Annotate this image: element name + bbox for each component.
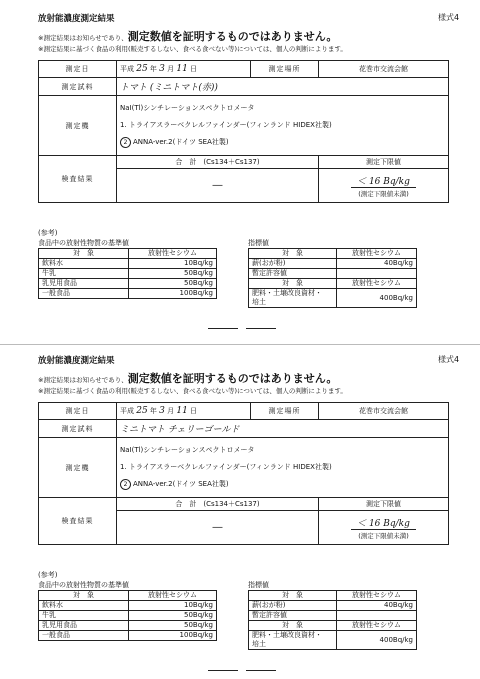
place-value: 花巻市交流会館 [319, 403, 449, 420]
instrument-line-3 [120, 134, 445, 151]
index-name: 薪(おが粉) [249, 601, 337, 611]
table-row [39, 289, 217, 299]
usage-note: ※測定結果に基づく食品の利用(販売するしない、食べる食べない等)については、個人の判断によります。 [38, 387, 347, 395]
index-col-cesium: 放射性セシウム [337, 591, 417, 601]
disclaimer-line [38, 370, 337, 386]
instrument-line-1: NaI(Tl)シンチレーションスペクトロメータ [120, 104, 255, 112]
date-month: 3 [159, 406, 165, 416]
result-table [38, 402, 449, 545]
fertilizer-name-line-1: 肥料・土壌改良資材・ [252, 289, 322, 297]
instrument-line-2: 1. トライアスラーベクレルファインダー(フィンランド HIDEX社製) [120, 463, 332, 471]
index-table [248, 590, 417, 621]
detection-limit-cell [319, 511, 449, 545]
table-row [249, 631, 417, 650]
reference-subheading: 食品中の放射性物質の基準値 [38, 581, 129, 589]
date-month: 3 [159, 64, 165, 74]
index-heading: 指標値 [248, 239, 269, 247]
footer-dash [246, 328, 276, 329]
food-value: 50Bq/kg [129, 279, 217, 289]
food-name: 飲料水 [39, 259, 129, 269]
disclaimer-prefix: ※測定結果はお知らせであり、 [38, 376, 128, 384]
date-day: 11 [176, 64, 188, 74]
sample-label: 測定試料 [39, 420, 117, 438]
instrument-value [117, 96, 449, 156]
index-col-target: 対 象 [249, 591, 337, 601]
date-year: 25 [136, 64, 148, 74]
result-label: 検査結果 [39, 156, 117, 203]
fertilizer-name [249, 289, 337, 308]
reference-heading: (参考) [38, 571, 58, 579]
food-name: 飲料水 [39, 601, 129, 611]
form-title: 放射能濃度測定結果 [38, 14, 115, 24]
food-col-cesium: 放射性セシウム [129, 591, 217, 601]
index-name: 暫定許容値 [249, 611, 337, 621]
form-number: 様式4 [438, 355, 460, 364]
form-divider [0, 344, 480, 345]
date-month-unit: 月 [167, 65, 175, 73]
footer-dash [246, 670, 276, 671]
index-col-target: 対 象 [249, 249, 337, 259]
date-month-unit: 月 [167, 407, 175, 415]
food-standard-table [38, 248, 217, 299]
table-row [39, 279, 217, 289]
date-value [117, 403, 251, 420]
fertilizer-col-target: 対 象 [249, 621, 337, 631]
instrument-label: 測定機 [39, 96, 117, 156]
instrument-line-2: 1. トライアスラーベクレルファインダー(フィンランド HIDEX社製) [120, 121, 332, 129]
sample-value: ミニトマト チェリーゴールド [117, 420, 449, 438]
selected-instrument-circle: 2 [120, 479, 131, 490]
table-row [249, 611, 417, 621]
sample-label: 測定試料 [39, 78, 117, 96]
date-year-unit: 年 [149, 65, 157, 73]
table-row [249, 289, 417, 308]
date-year-unit: 年 [149, 407, 157, 415]
detection-limit-value: ＜ 16 Bq/kg [351, 519, 416, 530]
fertilizer-col-target: 対 象 [249, 279, 337, 289]
result-label: 検査結果 [39, 498, 117, 545]
instrument-label: 測定機 [39, 438, 117, 498]
food-col-target: 対 象 [39, 591, 129, 601]
instrument-line-3-text: ANNA-ver.2(ドイツ SEA社製) [133, 138, 229, 146]
fertilizer-name [249, 631, 337, 650]
food-value: 50Bq/kg [129, 611, 217, 621]
result-table [38, 60, 449, 203]
reference-subheading: 食品中の放射性物質の基準値 [38, 239, 129, 247]
disclaimer-emphasis: 測定数値を証明するものではありません。 [127, 30, 338, 43]
total-header: 合 計 (Cs134＋Cs137) [117, 498, 319, 511]
disclaimer-prefix: ※測定結果はお知らせであり、 [38, 34, 128, 42]
detection-limit-cell [319, 169, 449, 203]
date-day: 11 [176, 406, 188, 416]
footer-dash [208, 328, 238, 329]
food-col-target: 対 象 [39, 249, 129, 259]
index-value [337, 269, 417, 279]
fertilizer-col-cesium: 放射性セシウム [337, 279, 417, 289]
table-row [39, 601, 217, 611]
date-year: 25 [136, 406, 148, 416]
fertilizer-value: 400Bq/kg [337, 289, 417, 308]
form-number: 様式4 [438, 13, 460, 22]
fertilizer-name-line-2: 培土 [252, 298, 266, 306]
food-name: 乳児用食品 [39, 279, 129, 289]
food-name: 牛乳 [39, 269, 129, 279]
total-header: 合 計 (Cs134＋Cs137) [117, 156, 319, 169]
food-name: 乳児用食品 [39, 621, 129, 631]
place-label: 測定場所 [251, 61, 319, 78]
usage-note: ※測定結果に基づく食品の利用(販売するしない、食べる食べない等)については、個人の判断によります。 [38, 45, 347, 53]
date-label: 測定日 [39, 403, 117, 420]
result-value: ― [117, 511, 319, 545]
fertilizer-value: 400Bq/kg [337, 631, 417, 650]
detection-limit-value: ＜ 16 Bq/kg [351, 177, 416, 188]
instrument-value [117, 438, 449, 498]
detection-limit-note: (測定下限値未満) [358, 189, 409, 198]
index-col-cesium: 放射性セシウム [337, 249, 417, 259]
food-value: 10Bq/kg [129, 259, 217, 269]
detection-limit-header: 測定下限値 [319, 156, 449, 169]
fertilizer-col-cesium: 放射性セシウム [337, 621, 417, 631]
instrument-line-3 [120, 476, 445, 493]
disclaimer-emphasis: 測定数値を証明するものではありません。 [127, 372, 338, 385]
index-table [248, 248, 417, 279]
food-value: 50Bq/kg [129, 621, 217, 631]
food-name: 一般食品 [39, 631, 129, 641]
index-value: 40Bq/kg [337, 601, 417, 611]
food-value: 10Bq/kg [129, 601, 217, 611]
detection-limit-note: (測定下限値未満) [358, 531, 409, 540]
date-day-unit: 日 [190, 65, 198, 73]
date-era: 平成 [120, 65, 134, 73]
selected-instrument-circle: 2 [120, 137, 131, 148]
table-row [39, 269, 217, 279]
fertilizer-name-line-2: 培土 [252, 640, 266, 648]
table-row [39, 631, 217, 641]
table-row [39, 621, 217, 631]
form-title: 放射能濃度測定結果 [38, 356, 115, 366]
date-day-unit: 日 [190, 407, 198, 415]
table-row [249, 259, 417, 269]
food-value: 100Bq/kg [129, 289, 217, 299]
date-value [117, 61, 251, 78]
food-value: 50Bq/kg [129, 269, 217, 279]
fertilizer-index-table [248, 620, 417, 650]
reference-heading: (参考) [38, 229, 58, 237]
date-label: 測定日 [39, 61, 117, 78]
food-name: 一般食品 [39, 289, 129, 299]
food-col-cesium: 放射性セシウム [129, 249, 217, 259]
instrument-line-1: NaI(Tl)シンチレーションスペクトロメータ [120, 446, 255, 454]
index-heading: 指標値 [248, 581, 269, 589]
index-name: 薪(おが粉) [249, 259, 337, 269]
sample-value: トマト (ミニトマト(赤)) [117, 78, 449, 96]
footer-dash [208, 670, 238, 671]
disclaimer-line [38, 28, 337, 44]
index-value [337, 611, 417, 621]
table-row [39, 611, 217, 621]
date-era: 平成 [120, 407, 134, 415]
table-row [39, 259, 217, 269]
detection-limit-header: 測定下限値 [319, 498, 449, 511]
food-value: 100Bq/kg [129, 631, 217, 641]
index-value: 40Bq/kg [337, 259, 417, 269]
fertilizer-name-line-1: 肥料・土壌改良資材・ [252, 631, 322, 639]
fertilizer-index-table [248, 278, 417, 308]
instrument-line-3-text: ANNA-ver.2(ドイツ SEA社製) [133, 480, 229, 488]
table-row [249, 269, 417, 279]
place-value: 花巻市交流会館 [319, 61, 449, 78]
index-name: 暫定許容値 [249, 269, 337, 279]
place-label: 測定場所 [251, 403, 319, 420]
result-value: ― [117, 169, 319, 203]
food-name: 牛乳 [39, 611, 129, 621]
table-row [249, 601, 417, 611]
food-standard-table [38, 590, 217, 641]
